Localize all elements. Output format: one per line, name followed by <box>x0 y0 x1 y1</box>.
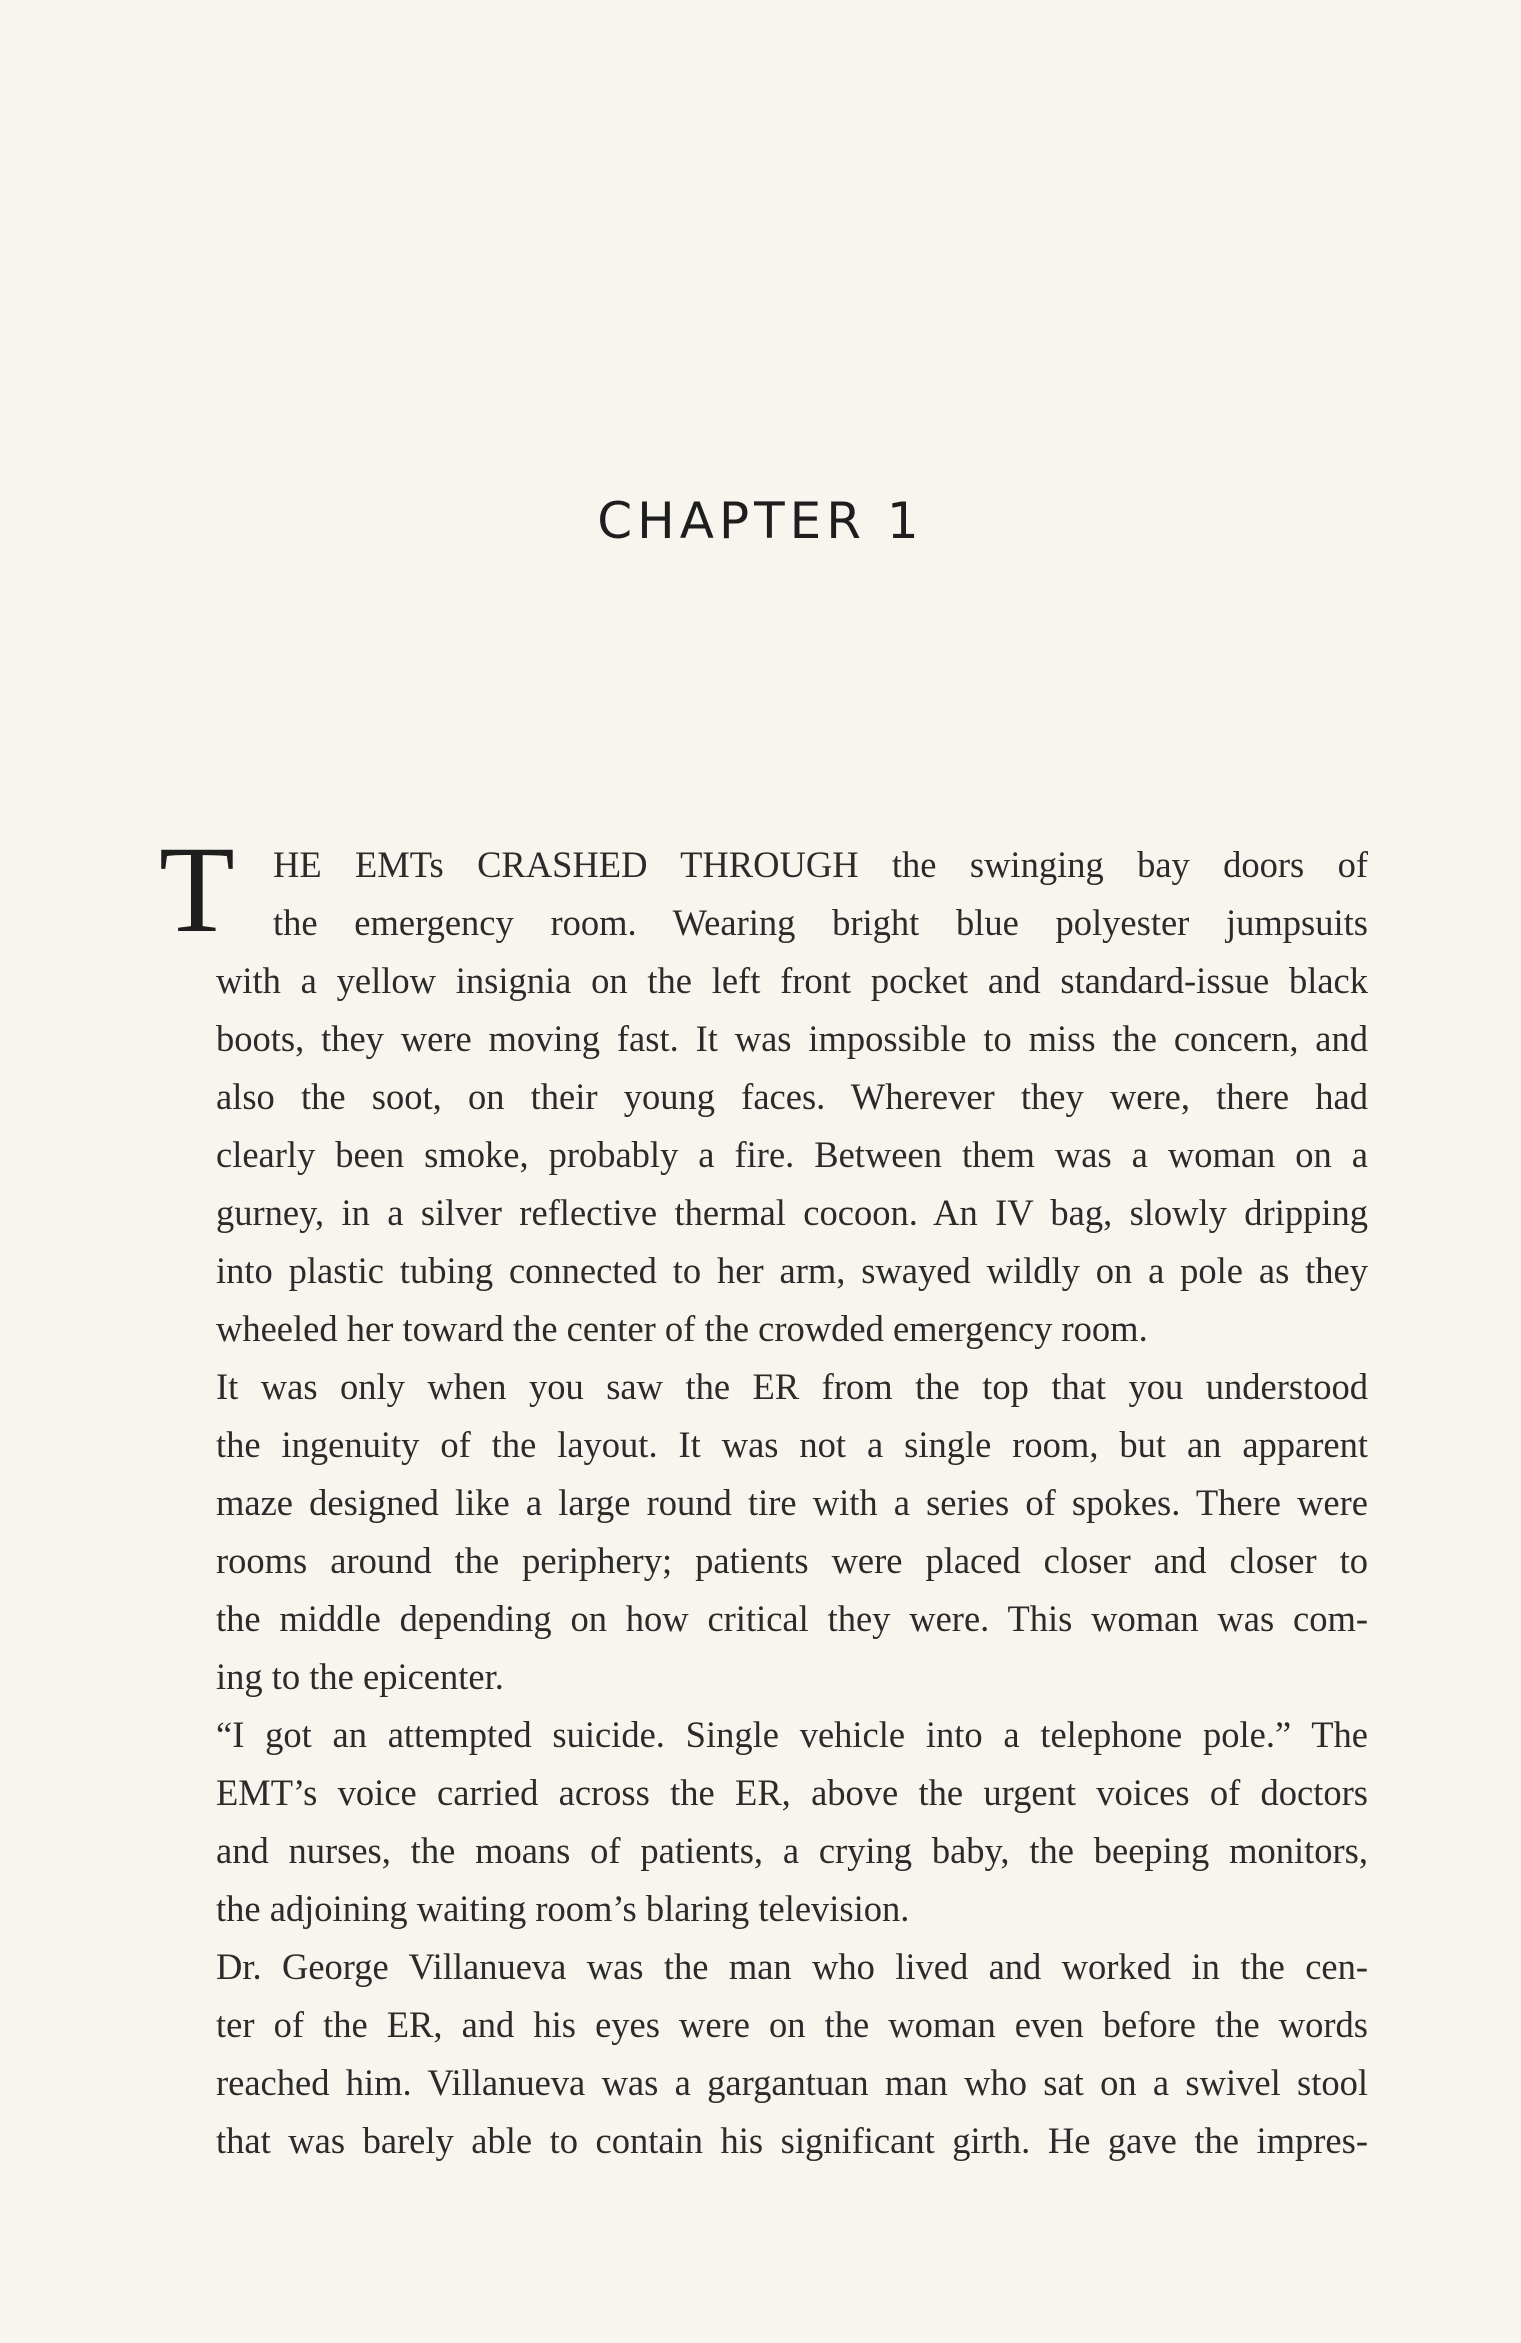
chapter-heading: CHAPTER 1 <box>597 492 924 550</box>
text-line: rooms around the periphery; patients were placed closer and closer to <box>216 1540 1368 1581</box>
chapter-body <box>159 821 1368 2170</box>
text-line: “I got an attempted suicide. Single vehicle into a telephone pole.” The <box>216 1714 1368 1755</box>
text-line: ter of the ER, and his eyes were on the woman even before the words <box>216 2004 1368 2045</box>
text-line-content: HE EMTs CRASHED THROUGH the swinging bay doors of <box>273 844 1368 885</box>
paragraph-3 <box>216 1706 1368 1938</box>
text-line: that was barely able to contain his significant girth. He gave the impres- <box>216 2120 1368 2161</box>
text-line: ing to the epicenter. <box>216 1656 504 1697</box>
text-line: wheeled her toward the center of the crowded emergency room. <box>216 1308 1148 1349</box>
text-line: the middle depending on how critical they were. This woman was com- <box>216 1598 1368 1639</box>
text-line: also the soot, on their young faces. Wherever they were, there had <box>216 1076 1368 1117</box>
paragraph-4 <box>216 1938 1368 2170</box>
text-line-content <box>216 1358 1368 1416</box>
text-line: boots, they were moving fast. It was impossible to miss the concern, and <box>216 1018 1368 1059</box>
text-line: Dr. George Villanueva was the man who lived and worked in the cen- <box>216 1946 1368 1987</box>
text-line: EMT’s voice carried across the ER, above the urgent voices of doctors <box>216 1772 1368 1813</box>
text-line: into plastic tubing connected to her arm, swayed wildly on a pole as they <box>216 1250 1368 1291</box>
text-line: the emergency room. Wearing bright blue polyester jumpsuits <box>273 902 1368 943</box>
drop-cap: T <box>159 821 235 958</box>
text-line: clearly been smoke, probably a fire. Between them was a woman on a <box>216 1134 1368 1175</box>
text-line: reached him. Villanueva was a gargantuan man who sat on a swivel stool <box>216 2062 1368 2103</box>
paragraph-1 <box>159 821 1368 1358</box>
first-line-text: It was only when you saw the ER from the top that you understood <box>216 1366 1368 1407</box>
text-line: the ingenuity of the layout. It was not a single room, but an apparent <box>216 1424 1368 1465</box>
text-line <box>216 1358 1368 1416</box>
text-line: and nurses, the moans of patients, a crying baby, the beeping monitors, <box>216 1830 1368 1871</box>
text-line: gurney, in a silver reflective thermal cocoon. An IV bag, slowly dripping <box>216 1192 1368 1233</box>
text-line: the adjoining waiting room’s blaring television. <box>216 1888 910 1929</box>
paragraph-2 <box>216 1358 1368 1706</box>
text-line: with a yellow insignia on the left front pocket and standard-issue black <box>216 960 1368 1001</box>
text-line: maze designed like a large round tire with a series of spokes. There were <box>216 1482 1368 1523</box>
